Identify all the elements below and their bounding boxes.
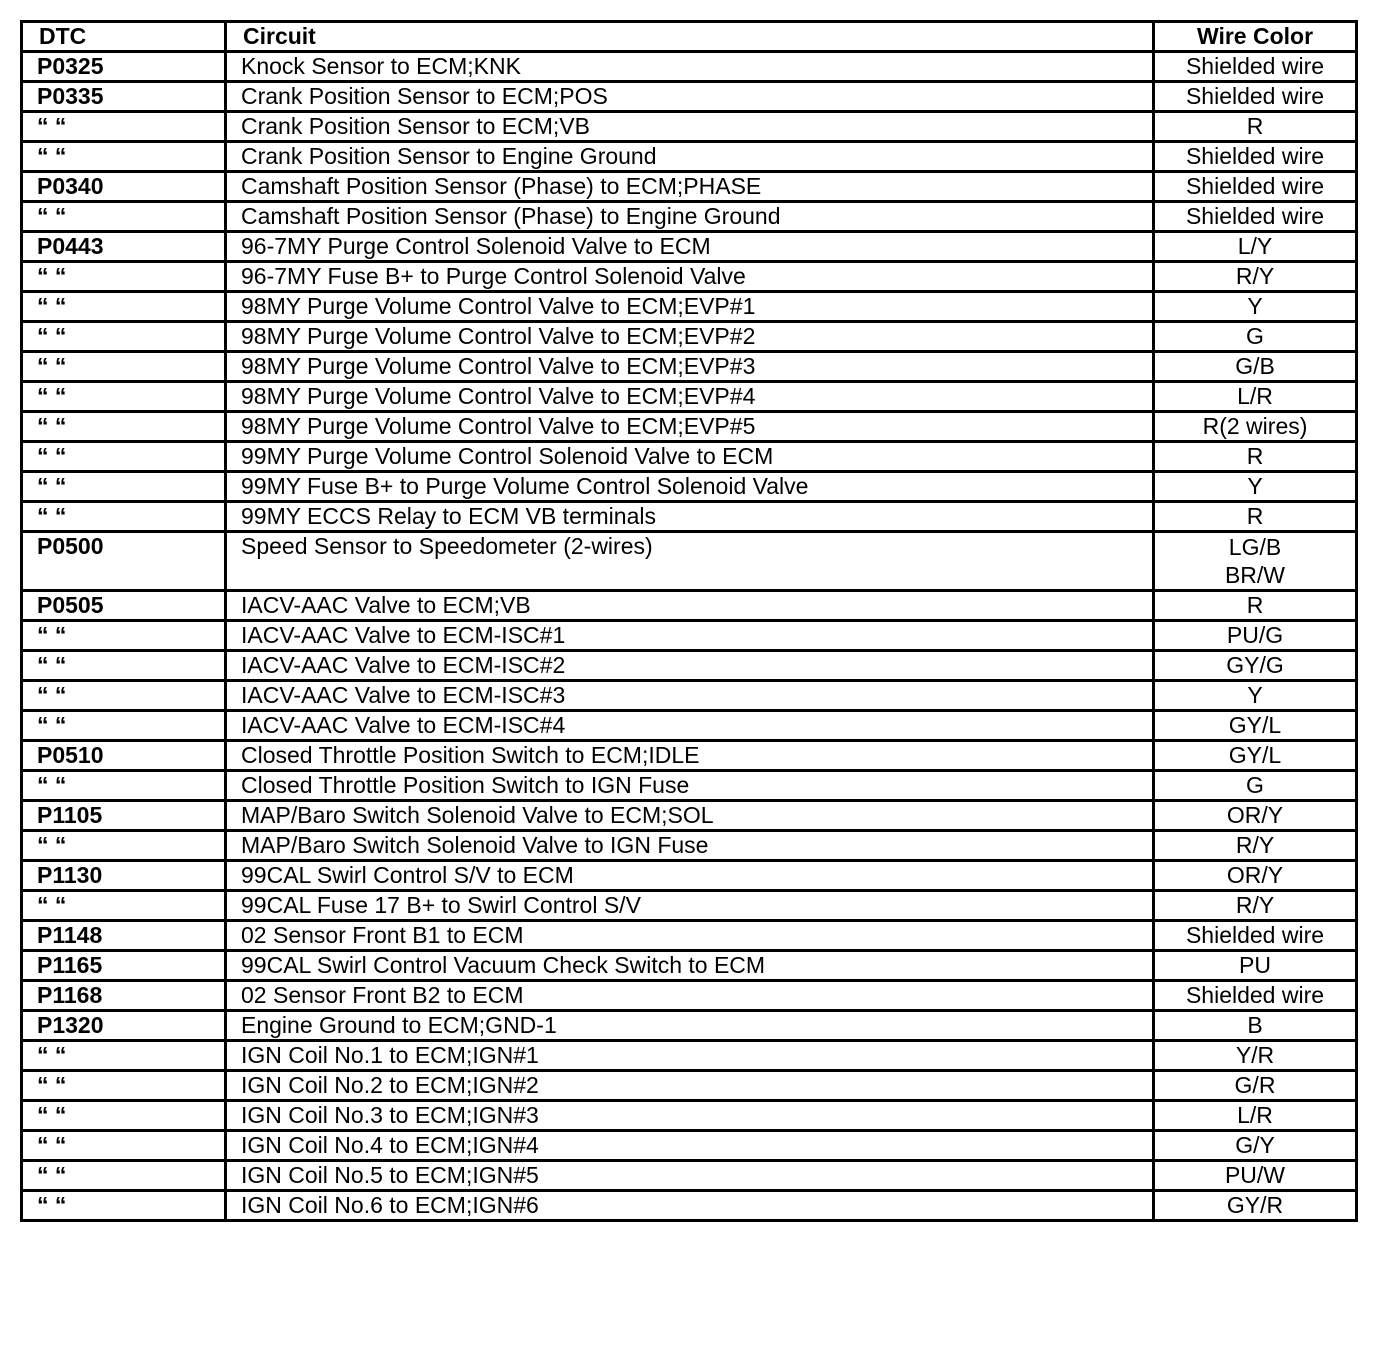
wire-color-cell: G/Y bbox=[1154, 1131, 1357, 1161]
header-dtc: DTC bbox=[22, 22, 226, 52]
header-wire-color: Wire Color bbox=[1154, 22, 1357, 52]
dtc-cell: “ “ bbox=[22, 651, 226, 681]
circuit-cell: 99MY ECCS Relay to ECM VB terminals bbox=[226, 502, 1154, 532]
circuit-cell: IGN Coil No.5 to ECM;IGN#5 bbox=[226, 1161, 1154, 1191]
circuit-cell: 98MY Purge Volume Control Valve to ECM;EVP#2 bbox=[226, 322, 1154, 352]
dtc-cell: P1130 bbox=[22, 861, 226, 891]
circuit-cell: Crank Position Sensor to ECM;VB bbox=[226, 112, 1154, 142]
table-row bbox=[22, 532, 1357, 591]
table-row bbox=[22, 801, 1357, 831]
table-row bbox=[22, 232, 1357, 262]
wire-color-cell: L/R bbox=[1154, 382, 1357, 412]
circuit-cell: 96-7MY Fuse B+ to Purge Control Solenoid Valve bbox=[226, 262, 1154, 292]
dtc-cell: “ “ bbox=[22, 681, 226, 711]
table-row bbox=[22, 831, 1357, 861]
table-row bbox=[22, 591, 1357, 621]
dtc-cell: “ “ bbox=[22, 322, 226, 352]
wire-color-cell: Shielded wire bbox=[1154, 142, 1357, 172]
circuit-cell: IGN Coil No.6 to ECM;IGN#6 bbox=[226, 1191, 1154, 1221]
table-row bbox=[22, 1161, 1357, 1191]
dtc-cell: “ “ bbox=[22, 1071, 226, 1101]
wire-color-cell: GY/L bbox=[1154, 711, 1357, 741]
wire-color-cell: R/Y bbox=[1154, 831, 1357, 861]
table-row bbox=[22, 352, 1357, 382]
dtc-cell: “ “ bbox=[22, 771, 226, 801]
wire-color-cell: Shielded wire bbox=[1154, 172, 1357, 202]
dtc-cell: P0500 bbox=[22, 532, 226, 591]
table-row bbox=[22, 1191, 1357, 1221]
circuit-cell: Knock Sensor to ECM;KNK bbox=[226, 52, 1154, 82]
dtc-table-container bbox=[20, 20, 1358, 1222]
wire-color-cell: Shielded wire bbox=[1154, 202, 1357, 232]
dtc-cell: P1168 bbox=[22, 981, 226, 1011]
wire-color-cell: Y bbox=[1154, 681, 1357, 711]
table-row bbox=[22, 172, 1357, 202]
table-row bbox=[22, 681, 1357, 711]
wire-color-cell: G bbox=[1154, 322, 1357, 352]
table-row bbox=[22, 1101, 1357, 1131]
table-row bbox=[22, 412, 1357, 442]
wire-color-cell: Y bbox=[1154, 472, 1357, 502]
wire-color-cell: B bbox=[1154, 1011, 1357, 1041]
dtc-cell: P0340 bbox=[22, 172, 226, 202]
circuit-cell: IACV-AAC Valve to ECM-ISC#2 bbox=[226, 651, 1154, 681]
table-row bbox=[22, 262, 1357, 292]
table-row bbox=[22, 771, 1357, 801]
dtc-cell: “ “ bbox=[22, 1161, 226, 1191]
circuit-cell: Camshaft Position Sensor (Phase) to ECM;PHASE bbox=[226, 172, 1154, 202]
circuit-cell: 99MY Fuse B+ to Purge Volume Control Solenoid Valve bbox=[226, 472, 1154, 502]
wire-color-line: LG/B bbox=[1228, 534, 1282, 560]
circuit-cell: Closed Throttle Position Switch to ECM;IDLE bbox=[226, 741, 1154, 771]
wire-color-cell: Shielded wire bbox=[1154, 921, 1357, 951]
dtc-cell: “ “ bbox=[22, 112, 226, 142]
circuit-cell: IGN Coil No.1 to ECM;IGN#1 bbox=[226, 1041, 1154, 1071]
circuit-cell: IGN Coil No.4 to ECM;IGN#4 bbox=[226, 1131, 1154, 1161]
table-row bbox=[22, 921, 1357, 951]
dtc-wire-table bbox=[20, 20, 1358, 1222]
circuit-cell: 99MY Purge Volume Control Solenoid Valve to ECM bbox=[226, 442, 1154, 472]
table-row bbox=[22, 1041, 1357, 1071]
dtc-cell: “ “ bbox=[22, 1131, 226, 1161]
wire-color-cell: R bbox=[1154, 502, 1357, 532]
circuit-cell: 98MY Purge Volume Control Valve to ECM;EVP#1 bbox=[226, 292, 1154, 322]
header-circuit: Circuit bbox=[226, 22, 1154, 52]
dtc-cell: “ “ bbox=[22, 142, 226, 172]
dtc-cell: “ “ bbox=[22, 711, 226, 741]
dtc-cell: P0510 bbox=[22, 741, 226, 771]
table-row bbox=[22, 52, 1357, 82]
wire-color-cell: R(2 wires) bbox=[1154, 412, 1357, 442]
table-row bbox=[22, 1071, 1357, 1101]
circuit-cell: 99CAL Fuse 17 B+ to Swirl Control S/V bbox=[226, 891, 1154, 921]
dtc-cell: P0505 bbox=[22, 591, 226, 621]
wire-color-cell: Y bbox=[1154, 292, 1357, 322]
circuit-cell: Speed Sensor to Speedometer (2-wires) bbox=[226, 532, 1154, 591]
dtc-cell: “ “ bbox=[22, 502, 226, 532]
dtc-cell: “ “ bbox=[22, 1041, 226, 1071]
dtc-cell: P1148 bbox=[22, 921, 226, 951]
table-row bbox=[22, 112, 1357, 142]
circuit-cell: Closed Throttle Position Switch to IGN Fuse bbox=[226, 771, 1154, 801]
table-row bbox=[22, 651, 1357, 681]
wire-color-cell: G bbox=[1154, 771, 1357, 801]
wire-color-cell: L/R bbox=[1154, 1101, 1357, 1131]
dtc-cell: “ “ bbox=[22, 1101, 226, 1131]
dtc-cell: “ “ bbox=[22, 262, 226, 292]
wire-color-cell: R bbox=[1154, 591, 1357, 621]
dtc-cell: P1105 bbox=[22, 801, 226, 831]
circuit-cell: 96-7MY Purge Control Solenoid Valve to ECM bbox=[226, 232, 1154, 262]
table-row bbox=[22, 292, 1357, 322]
dtc-cell: “ “ bbox=[22, 831, 226, 861]
table-row bbox=[22, 1011, 1357, 1041]
circuit-cell: IACV-AAC Valve to ECM-ISC#1 bbox=[226, 621, 1154, 651]
dtc-cell: “ “ bbox=[22, 352, 226, 382]
wire-color-cell: R/Y bbox=[1154, 262, 1357, 292]
wire-color-cell bbox=[1154, 532, 1357, 591]
table-row bbox=[22, 442, 1357, 472]
table-row bbox=[22, 891, 1357, 921]
wire-color-cell: GY/G bbox=[1154, 651, 1357, 681]
circuit-cell: MAP/Baro Switch Solenoid Valve to IGN Fuse bbox=[226, 831, 1154, 861]
circuit-cell: 98MY Purge Volume Control Valve to ECM;EVP#4 bbox=[226, 382, 1154, 412]
wire-color-cell: L/Y bbox=[1154, 232, 1357, 262]
table-row bbox=[22, 322, 1357, 352]
wire-color-cell: G/B bbox=[1154, 352, 1357, 382]
dtc-cell: P1165 bbox=[22, 951, 226, 981]
circuit-cell: 99CAL Swirl Control S/V to ECM bbox=[226, 861, 1154, 891]
table-row bbox=[22, 861, 1357, 891]
wire-color-cell: GY/L bbox=[1154, 741, 1357, 771]
table-row bbox=[22, 142, 1357, 172]
wire-color-cell: Y/R bbox=[1154, 1041, 1357, 1071]
table-row bbox=[22, 502, 1357, 532]
dtc-cell: “ “ bbox=[22, 1191, 226, 1221]
circuit-cell: Crank Position Sensor to ECM;POS bbox=[226, 82, 1154, 112]
table-row bbox=[22, 472, 1357, 502]
wire-color-cell: PU bbox=[1154, 951, 1357, 981]
wire-color-cell: G/R bbox=[1154, 1071, 1357, 1101]
wire-color-line: BR/W bbox=[1224, 562, 1286, 588]
circuit-cell: IACV-AAC Valve to ECM;VB bbox=[226, 591, 1154, 621]
circuit-cell: IACV-AAC Valve to ECM-ISC#4 bbox=[226, 711, 1154, 741]
dtc-cell: “ “ bbox=[22, 292, 226, 322]
circuit-cell: 02 Sensor Front B2 to ECM bbox=[226, 981, 1154, 1011]
circuit-cell: Camshaft Position Sensor (Phase) to Engine Ground bbox=[226, 202, 1154, 232]
dtc-cell: “ “ bbox=[22, 891, 226, 921]
dtc-cell: “ “ bbox=[22, 202, 226, 232]
wire-color-cell: PU/W bbox=[1154, 1161, 1357, 1191]
wire-color-cell: GY/R bbox=[1154, 1191, 1357, 1221]
dtc-cell: “ “ bbox=[22, 382, 226, 412]
dtc-cell: “ “ bbox=[22, 621, 226, 651]
table-body bbox=[22, 52, 1357, 1221]
dtc-cell: P0443 bbox=[22, 232, 226, 262]
circuit-cell: 02 Sensor Front B1 to ECM bbox=[226, 921, 1154, 951]
circuit-cell: Engine Ground to ECM;GND-1 bbox=[226, 1011, 1154, 1041]
wire-color-cell: R bbox=[1154, 112, 1357, 142]
table-row bbox=[22, 711, 1357, 741]
header-row bbox=[22, 22, 1357, 52]
circuit-cell: MAP/Baro Switch Solenoid Valve to ECM;SOL bbox=[226, 801, 1154, 831]
dtc-cell: “ “ bbox=[22, 442, 226, 472]
dtc-cell: P1320 bbox=[22, 1011, 226, 1041]
wire-color-cell: Shielded wire bbox=[1154, 82, 1357, 112]
table-row bbox=[22, 981, 1357, 1011]
wire-color-cell: Shielded wire bbox=[1154, 52, 1357, 82]
dtc-cell: “ “ bbox=[22, 412, 226, 442]
wire-color-cell: PU/G bbox=[1154, 621, 1357, 651]
circuit-cell: 98MY Purge Volume Control Valve to ECM;EVP#5 bbox=[226, 412, 1154, 442]
dtc-cell: P0335 bbox=[22, 82, 226, 112]
table-row bbox=[22, 382, 1357, 412]
wire-color-cell: R/Y bbox=[1154, 891, 1357, 921]
circuit-cell: 98MY Purge Volume Control Valve to ECM;EVP#3 bbox=[226, 352, 1154, 382]
circuit-cell: Crank Position Sensor to Engine Ground bbox=[226, 142, 1154, 172]
table-row bbox=[22, 1131, 1357, 1161]
table-row bbox=[22, 621, 1357, 651]
wire-color-cell: OR/Y bbox=[1154, 801, 1357, 831]
circuit-cell: IACV-AAC Valve to ECM-ISC#3 bbox=[226, 681, 1154, 711]
circuit-cell: IGN Coil No.2 to ECM;IGN#2 bbox=[226, 1071, 1154, 1101]
table-row bbox=[22, 951, 1357, 981]
table-row bbox=[22, 82, 1357, 112]
circuit-cell: 99CAL Swirl Control Vacuum Check Switch to ECM bbox=[226, 951, 1154, 981]
wire-color-cell: OR/Y bbox=[1154, 861, 1357, 891]
dtc-cell: P0325 bbox=[22, 52, 226, 82]
circuit-cell: IGN Coil No.3 to ECM;IGN#3 bbox=[226, 1101, 1154, 1131]
dtc-cell: “ “ bbox=[22, 472, 226, 502]
wire-color-cell: R bbox=[1154, 442, 1357, 472]
table-row bbox=[22, 202, 1357, 232]
wire-color-cell: Shielded wire bbox=[1154, 981, 1357, 1011]
table-row bbox=[22, 741, 1357, 771]
